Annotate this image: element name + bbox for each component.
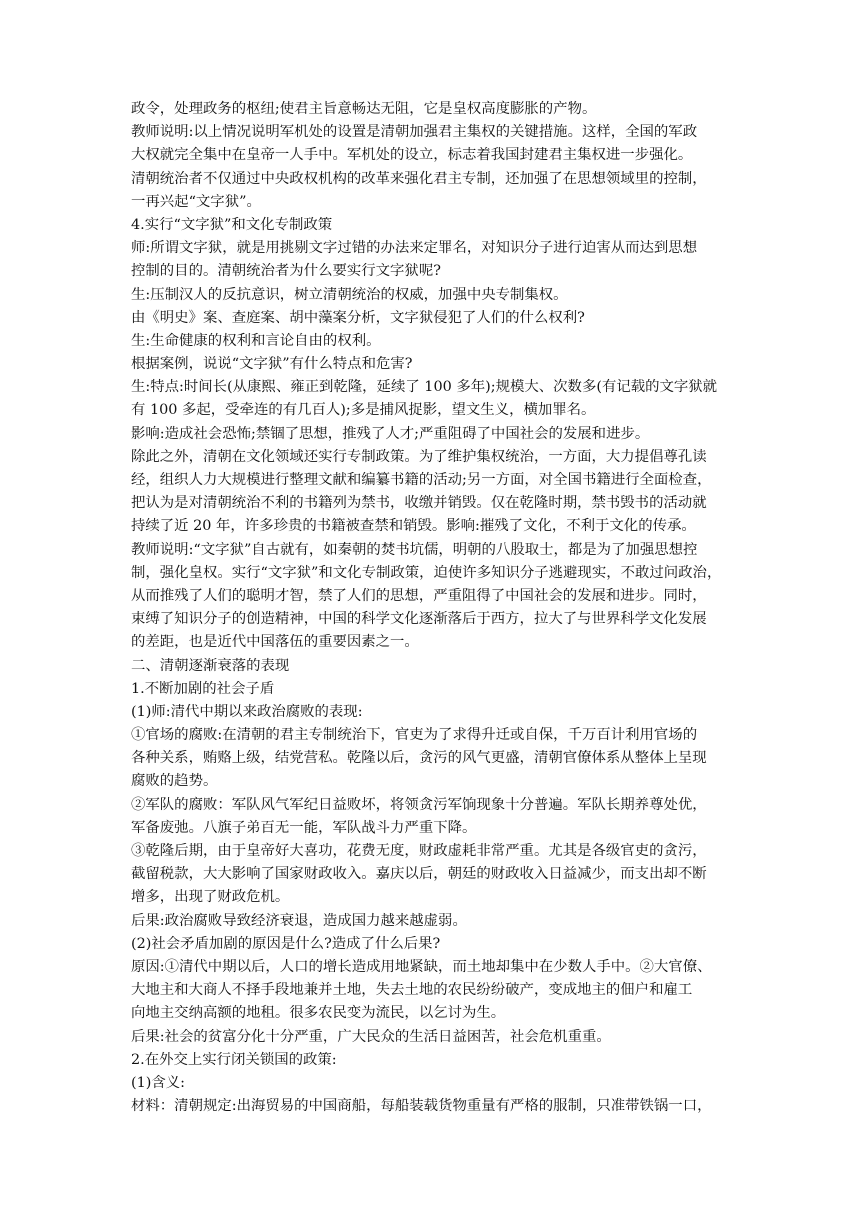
text-line: 除此之外，清朝在文化领域还实行专制政策。为了维护集权统治，一方面，大力提倡尊孔读 — [131, 448, 707, 465]
section-heading: 1.不断加剧的社会子盾 — [131, 680, 275, 697]
document-page — [131, 98, 731, 1118]
text-line: 的差距，也是近代中国落伍的重要因素之一。 — [131, 634, 419, 651]
text-line: 教师说明:“文字狱”自古就有，如秦朝的焚书坑儒，明朝的八股取士，都是为了加强思想控 — [131, 541, 698, 558]
text-line: 增多，出现了财政危机。 — [131, 889, 290, 906]
text-line: 经，组织人力大规模进行整理文献和编纂书籍的活动;另一方面，对全国书籍进行全面检查， — [131, 472, 712, 488]
text-line: 各种关系，贿赂上级，结党营私。乾隆以后，贪污的风气更盛，清朝官僚体系从整体上呈现 — [131, 750, 707, 767]
text-line: 有 100 多起，受牵连的有几百人);多是捕风捉影，望文生义，横加罪名。 — [131, 402, 596, 419]
text-line: 材料：清朝规定:出海贸易的中国商船，每船装载货物重量有严格的服制，只准带铁锅一口， — [131, 1098, 712, 1115]
text-line: 师:所谓文字狱，就是用挑剔文字过错的办法来定罪名，对知识分子进行迫害从而达到思想 — [131, 240, 698, 257]
section-heading: 二、清朝逐渐衰落的表现 — [131, 657, 290, 674]
text-line: 大地主和大商人不择手段地兼并土地，失去土地的农民纷纷破产，变成地主的佃户和雇工 — [131, 982, 693, 999]
text-line: 根据案例，说说“文字狱”有什么特点和危害? — [131, 356, 413, 373]
text-line: 政令，处理政务的枢纽;使君主旨意畅达无阻，它是皇权高度膨胀的产物。 — [131, 101, 597, 117]
text-line: 生:生命健康的权利和言论自由的权利。 — [131, 332, 381, 349]
text-line: 生:特点:时间长(从康熙、雍正到乾隆，延续了 100 多年);规模大、次数多(有记载的文字狱就 — [131, 379, 718, 396]
text-line: 截留税款，大大影响了国家财政收入。嘉庆以后，朝廷的财政收入日益减少，而支出却不断 — [131, 866, 707, 883]
text-line: 原因:①清代中期以后，人口的增长造成用地紧缺，而土地却集中在少数人手中。②大官僚、 — [131, 958, 712, 975]
text-line: (2)社会矛盾加剧的原因是什么?造成了什么后果? — [131, 935, 441, 952]
text-line: 束缚了知识分子的创造精神，中国的科学文化逐渐落后于西方，拉大了与世界科学文化发展 — [131, 611, 707, 628]
text-line: (1)含义: — [131, 1074, 186, 1091]
text-line: 持续了近 20 年，许多珍贵的书籍被查禁和销毁。影响:摧残了文化，不利于文化的传承。 — [131, 518, 696, 535]
text-line: 生:压制汉人的反抗意识，树立清朝统治的权威，加强中央专制集权。 — [131, 286, 568, 303]
section-heading: 2.在外交上实行闭关锁国的政策: — [131, 1051, 337, 1068]
text-line: 从而推残了人们的聪明才智，禁了人们的思想，严重阻得了中国社会的发展和进步。同时， — [131, 587, 707, 604]
text-line: 腐败的趋势。 — [131, 773, 218, 790]
text-line: (1)师:清代中期以来政治腐败的表现: — [131, 703, 363, 720]
text-line: 清朝统治者不仅通过中央政权机构的改革来强化君主专制，还加强了在思想领域里的控制， — [131, 170, 707, 187]
text-line: 大权就完全集中在皇帝一人手中。军机处的设立，标志着我国封建君主集权进一步强化。 — [131, 147, 693, 164]
text-line: 后果:政治腐败导致经济衰退，造成国力越来越虚弱。 — [131, 912, 467, 929]
text-line: 向地主交纳高额的地租。很多农民变为流民，以乞讨为生。 — [131, 1005, 506, 1022]
text-line: 影响:造成社会恐怖;禁锢了思想，推残了人才;严重阻碍了中国社会的发展和进步。 — [131, 425, 650, 442]
text-line: 一再兴起“文字狱”。 — [131, 193, 261, 210]
text-line: 后果:社会的贫富分化十分严重，广大民众的生活日益困苦，社会危机重重。 — [131, 1028, 611, 1045]
text-line: 制，强化皇权。实行“文字狱”和文化专制政策，迫使许多知识分子逃避现实，不敢过问政治， — [131, 564, 722, 581]
text-line: 由《明史》案、查庭案、胡中藻案分析，文字狱侵犯了人们的什么权利? — [131, 309, 585, 326]
text-line: ②军队的腐败：军队风气军纪日益败坏，将领贪污军饷现象十分普遍。军队长期养尊处优， — [131, 796, 707, 813]
text-line: 控制的目的。清朝统治者为什么要实行文字狱呢? — [131, 263, 441, 280]
text-line: ③乾隆后期，由于皇帝好大喜功，花费无度，财政虚耗非常严重。尤其是各级官吏的贪污， — [131, 843, 707, 859]
text-line: 教师说明:以上情况说明军机处的设置是清朝加强君主集权的关键措施。这样，全国的军政 — [131, 124, 698, 141]
text-line: ①官场的腐败:在清朝的君主专制统治下，官吏为了求得升迁或自保，千万百计利用官场的 — [131, 727, 698, 744]
text-line: 把认为是对清朝统治不利的书籍列为禁书，收缴并销毁。仅在乾隆时期，禁书毁书的活动就 — [131, 495, 707, 512]
section-heading: 4.实行“文字狱”和文化专制政策 — [131, 216, 333, 233]
text-line: 军备废弛。八旗子弟百无一能，军队战斗力严重下降。 — [131, 819, 477, 836]
